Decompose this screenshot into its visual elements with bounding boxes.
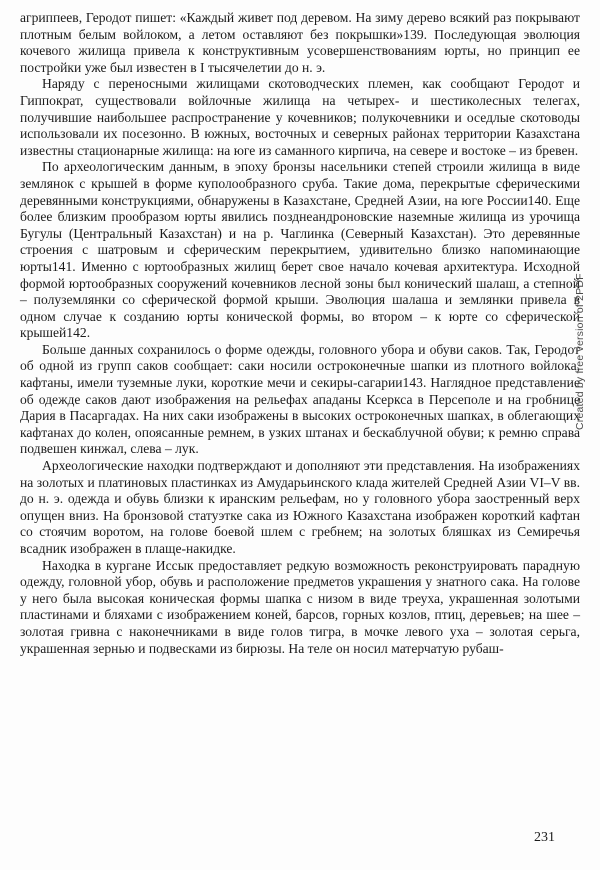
paragraph-5: Археологические находки подтверждают и дополняют эти представления. На изображениях на золотых и платиновых пластинках из Амударьинского клада жителей Средней Азии VI–V вв. до н. э. одежда и обувь близки к иранским рельефам, но у головного убора заостренный верх опущен вниз. На бронзовой статуэтке сака из Южного Казахстана изображен короткий кафтан со стоячим воротом, на голове боевой шлем с гребнем; на золотых бляшках из Семиречья всадник изображен в плаще-накидке. — [20, 458, 580, 556]
paragraph-1: агриппеев, Геродот пишет: «Каждый живет под деревом. На зиму дерево всякий раз покрывают плотным белым войлоком, а летом оставляют без покрышки»139. Последующая эволюция кочевого жилища привела к конструктивным усовершенствованиям юрты, но принцип ее постройки уже был известен в I тысячелетии до н. э. — [20, 10, 580, 75]
body-text — [20, 10, 580, 657]
paragraph-4: Больше данных сохранилось о форме одежды, головного убора и обуви саков. Так, Геродот об одной из групп саков сообщает: саки носили остроконечные шапки из плотного войлока, кафтаны, имели туземные луки, короткие мечи и секиры-сагарии143. Наглядное представление об одежде саков дают изображения на рельефах ападаны Ксеркса в Персеполе и на гробнице Дария в Пасаргадах. На них саки изображены в высоких остроконечных шапках, в облегающих кафтанах до колен, опоясанные ремнем, в узких штанах и бескаблучной обуви; к ремню справа подвешен кинжал, слева – лук. — [20, 341, 580, 457]
watermark — [574, 210, 594, 430]
paragraph-2: Наряду с переносными жилищами скотоводческих племен, как сообщают Геродот и Гиппократ, существовали войлочные жилища на четырех- и шестиколесных телегах, получившие наибольшее распространение у кочевников; полукочевники и оседлые скотоводы использовали их посезонно. В южных, восточных и северных районах территории Казахстана известны стационарные жилища: на юге из саманного кирпича, на севере и востоке – из бревен. — [20, 76, 580, 158]
paragraph-6: Находка в кургане Иссык предоставляет редкую возможность реконструировать парадную одежду, головной убор, обувь и расположение предметов украшения у знатного сака. На голове у него была высокая коническая формы шапка с низом в виде треуха, украшенная золотыми пластинами и бляхами с изображением коней, барсов, горных козлов, птиц, деревьев; на шее – золотая гривна с наконечниками в виде голов тигра, в мочке левого уха – золотая серьга, украшенная зернью и подвесками из бирюзы. На теле он носил матерчатую рубаш- — [20, 557, 580, 656]
page-number: 231 — [534, 830, 555, 845]
paragraph-3: По археологическим данным, в эпоху бронзы насельники степей строили жилища в виде землянок с крышей в форме куполообразного сруба. Такие дома, перекрытые сферическими деревянными конструкциями, обнаружены в Казахстане, Средней Азии, на юге России140. Еще более близким прообразом юрты явились позднеандроновские наземные жилища из урочища Бугулы (Центральный Казахстан) и на р. Чаглинка (Северный Казахстан). Это деревянные строения с шатровым и сферическим перекрытием, удивительно близко напоминающие юрты141. Именно с юртообразных жилищ берет свое начало кочевая архитектура. Исходной формой юртообразных сооружений кочевников лесной зоны был конический шалаш, а степной – полуземлянки со сферической формой крыши. Эволюция шалаша и землянки привела в одном случае к созданию юрты конической формы, во втором – к юрте со сферической крышей142. — [20, 159, 580, 341]
watermark-text: Created by free version of 2PDF — [574, 273, 586, 430]
